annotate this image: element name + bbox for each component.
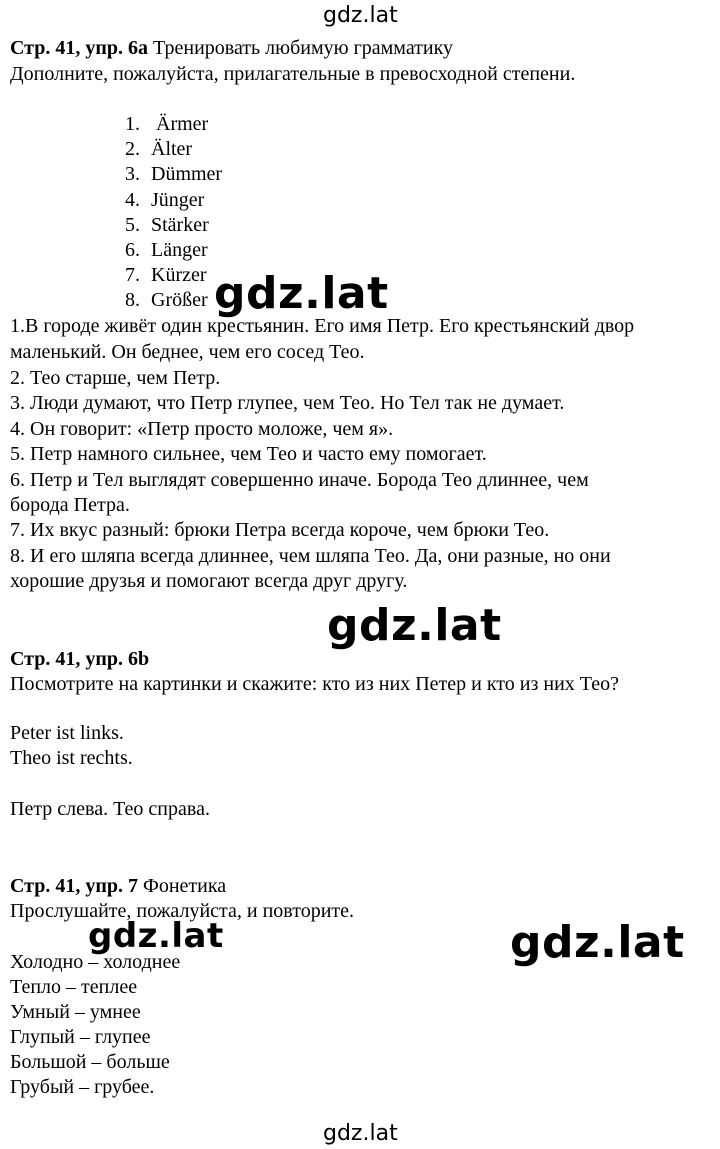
list-item: 1. Ärmer bbox=[125, 113, 209, 135]
list-item: 5. Stärker bbox=[125, 214, 209, 236]
phonetics-line: Грубый – грубее. bbox=[10, 1076, 155, 1098]
text-line: 2. Тео старше, чем Петр. bbox=[10, 367, 221, 389]
section-heading-7 bbox=[10, 875, 226, 898]
list-item: 4. Jünger bbox=[125, 189, 205, 211]
text-line: маленький. Он беднее, чем его сосед Тео. bbox=[10, 341, 365, 363]
section-heading-6b bbox=[10, 648, 149, 671]
instruction-6b: Посмотрите на картинки и скажите: кто из них Петер и кто из них Тео? bbox=[10, 673, 619, 695]
text-line: 6. Петр и Тел выглядят совершенно иначе. Борода Тео длиннее, чем bbox=[10, 469, 589, 491]
watermark-mid-1: gdz.lat bbox=[214, 268, 389, 319]
text-line: 1.В городе живёт один крестьянин. Его имя Петр. Его крестьянский двор bbox=[10, 315, 635, 337]
instruction-6a: Дополните, пожалуйста, прилагательные в превосходной степени. bbox=[10, 63, 576, 85]
text-line: 4. Он говорит: «Петр просто моложе, чем я». bbox=[10, 418, 394, 440]
text-line: 3. Люди думают, что Петр глупее, чем Тео. Но Тел так не думает. bbox=[10, 392, 565, 414]
text-line: 7. Их вкус разный: брюки Петра всегда короче, чем брюки Тео. bbox=[10, 519, 550, 541]
instruction-7: Прослушайте, пожалуйста, и повторите. bbox=[10, 900, 355, 922]
watermark-top: gdz.lat bbox=[323, 3, 398, 28]
answer-ru: Петр слева. Тео справа. bbox=[10, 798, 210, 820]
section-title-6a: Тренировать любимую грамматику bbox=[148, 37, 454, 59]
watermark-mid-2: gdz.lat bbox=[327, 600, 502, 651]
phonetics-line: Умный – умнее bbox=[10, 1001, 141, 1023]
phonetics-line: Холодно – холоднее bbox=[10, 951, 181, 973]
list-item: 2. Älter bbox=[125, 138, 193, 160]
section-ref-6b: Стр. 41, упр. 6b bbox=[10, 648, 150, 670]
text-line: борода Петра. bbox=[10, 494, 130, 516]
text-line: хорошие друзья и помогают всегда друг другу. bbox=[10, 570, 408, 592]
phonetics-line: Глупый – глупее bbox=[10, 1026, 151, 1048]
section-ref-7: Стр. 41, упр. 7 bbox=[10, 875, 139, 897]
list-item: 3. Dümmer bbox=[125, 163, 223, 185]
answer-de-1: Peter ist links. bbox=[10, 722, 124, 744]
phonetics-line: Тепло – теплее bbox=[10, 976, 138, 998]
list-item: 8. Größer bbox=[125, 289, 208, 311]
watermark-bottom: gdz.lat bbox=[323, 1121, 398, 1146]
list-item: 7. Kürzer bbox=[125, 264, 207, 286]
text-line: 8. И его шляпа всегда длиннее, чем шляпа Тео. Да, они разные, но они bbox=[10, 545, 611, 567]
list-item: 6. Länger bbox=[125, 239, 208, 261]
phonetics-line: Большой – больше bbox=[10, 1051, 170, 1073]
watermark-right: gdz.lat bbox=[510, 917, 685, 968]
section-ref-6a: Стр. 41, упр. 6a bbox=[10, 37, 149, 59]
section-title-7: Фонетика bbox=[138, 875, 227, 897]
text-line: 5. Петр намного сильнее, чем Тео и часто ему помогает. bbox=[10, 443, 487, 465]
answer-de-2: Theo ist rechts. bbox=[10, 747, 133, 769]
watermark-left: gdz.lat bbox=[88, 916, 224, 956]
section-heading-6a bbox=[10, 37, 453, 60]
